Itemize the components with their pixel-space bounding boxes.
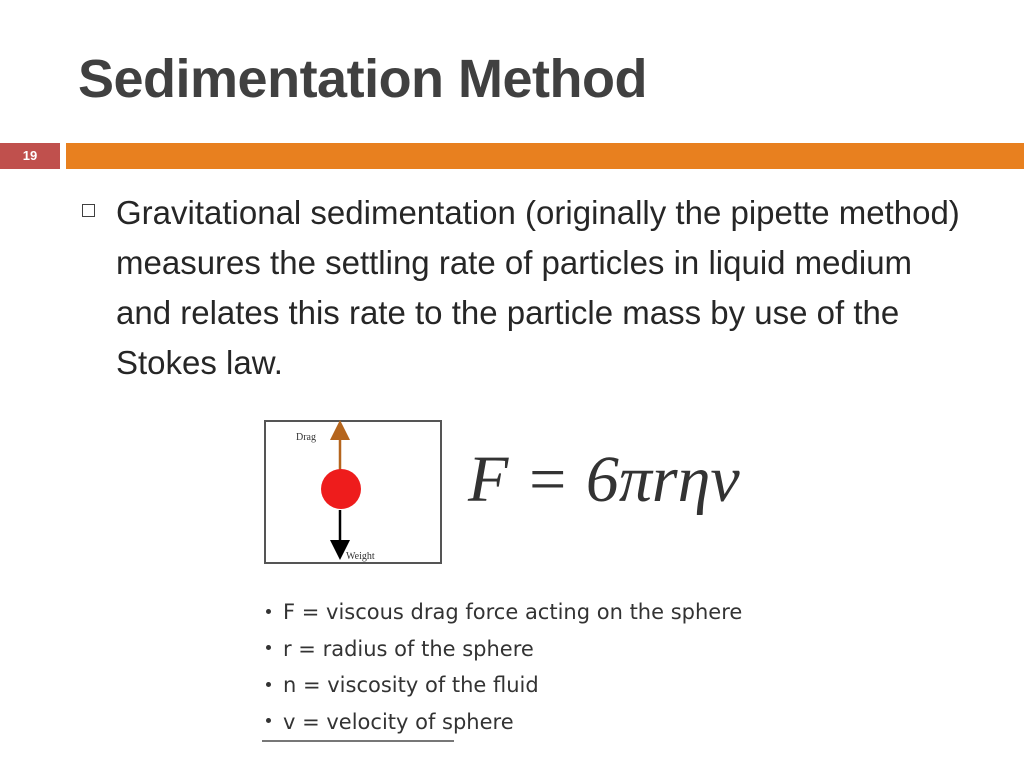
- variable-legend: [262, 594, 742, 740]
- stokes-formula: F = 6πrηv: [468, 443, 740, 516]
- legend-item: [262, 631, 742, 668]
- stokes-law-figure: [262, 418, 742, 748]
- drag-label: Drag: [296, 432, 316, 443]
- force-diagram: [262, 418, 446, 568]
- legend-text: v = velocity of sphere: [283, 709, 514, 734]
- slide-number-badge: 19: [0, 143, 60, 169]
- page-title: Sedimentation Method: [78, 49, 647, 109]
- legend-text: F = viscous drag force acting on the sphere: [283, 600, 743, 624]
- weight-label: Weight: [346, 551, 375, 562]
- sphere: [321, 469, 361, 509]
- square-bullet-icon: [82, 204, 95, 217]
- bullet-dot-icon: [266, 609, 271, 614]
- bullet-dot-icon: [266, 682, 271, 687]
- bullet-dot-icon: [266, 718, 271, 723]
- legend-text: n = viscosity of the fluid: [283, 673, 539, 697]
- legend-item: [262, 594, 742, 631]
- accent-bar: [66, 143, 1024, 169]
- legend-item: [262, 704, 742, 741]
- legend-item: [262, 667, 742, 704]
- legend-text: r = radius of the sphere: [283, 636, 534, 661]
- bullet-dot-icon: [266, 645, 271, 650]
- bullet-text: Gravitational sedimentation (originally the pipette method) measures the settling rate of particles in liquid medium and relates this rate to the particle mass by use of the Stokes law.: [116, 194, 960, 381]
- bullet-item: [82, 188, 962, 388]
- figure-underline: [262, 740, 454, 742]
